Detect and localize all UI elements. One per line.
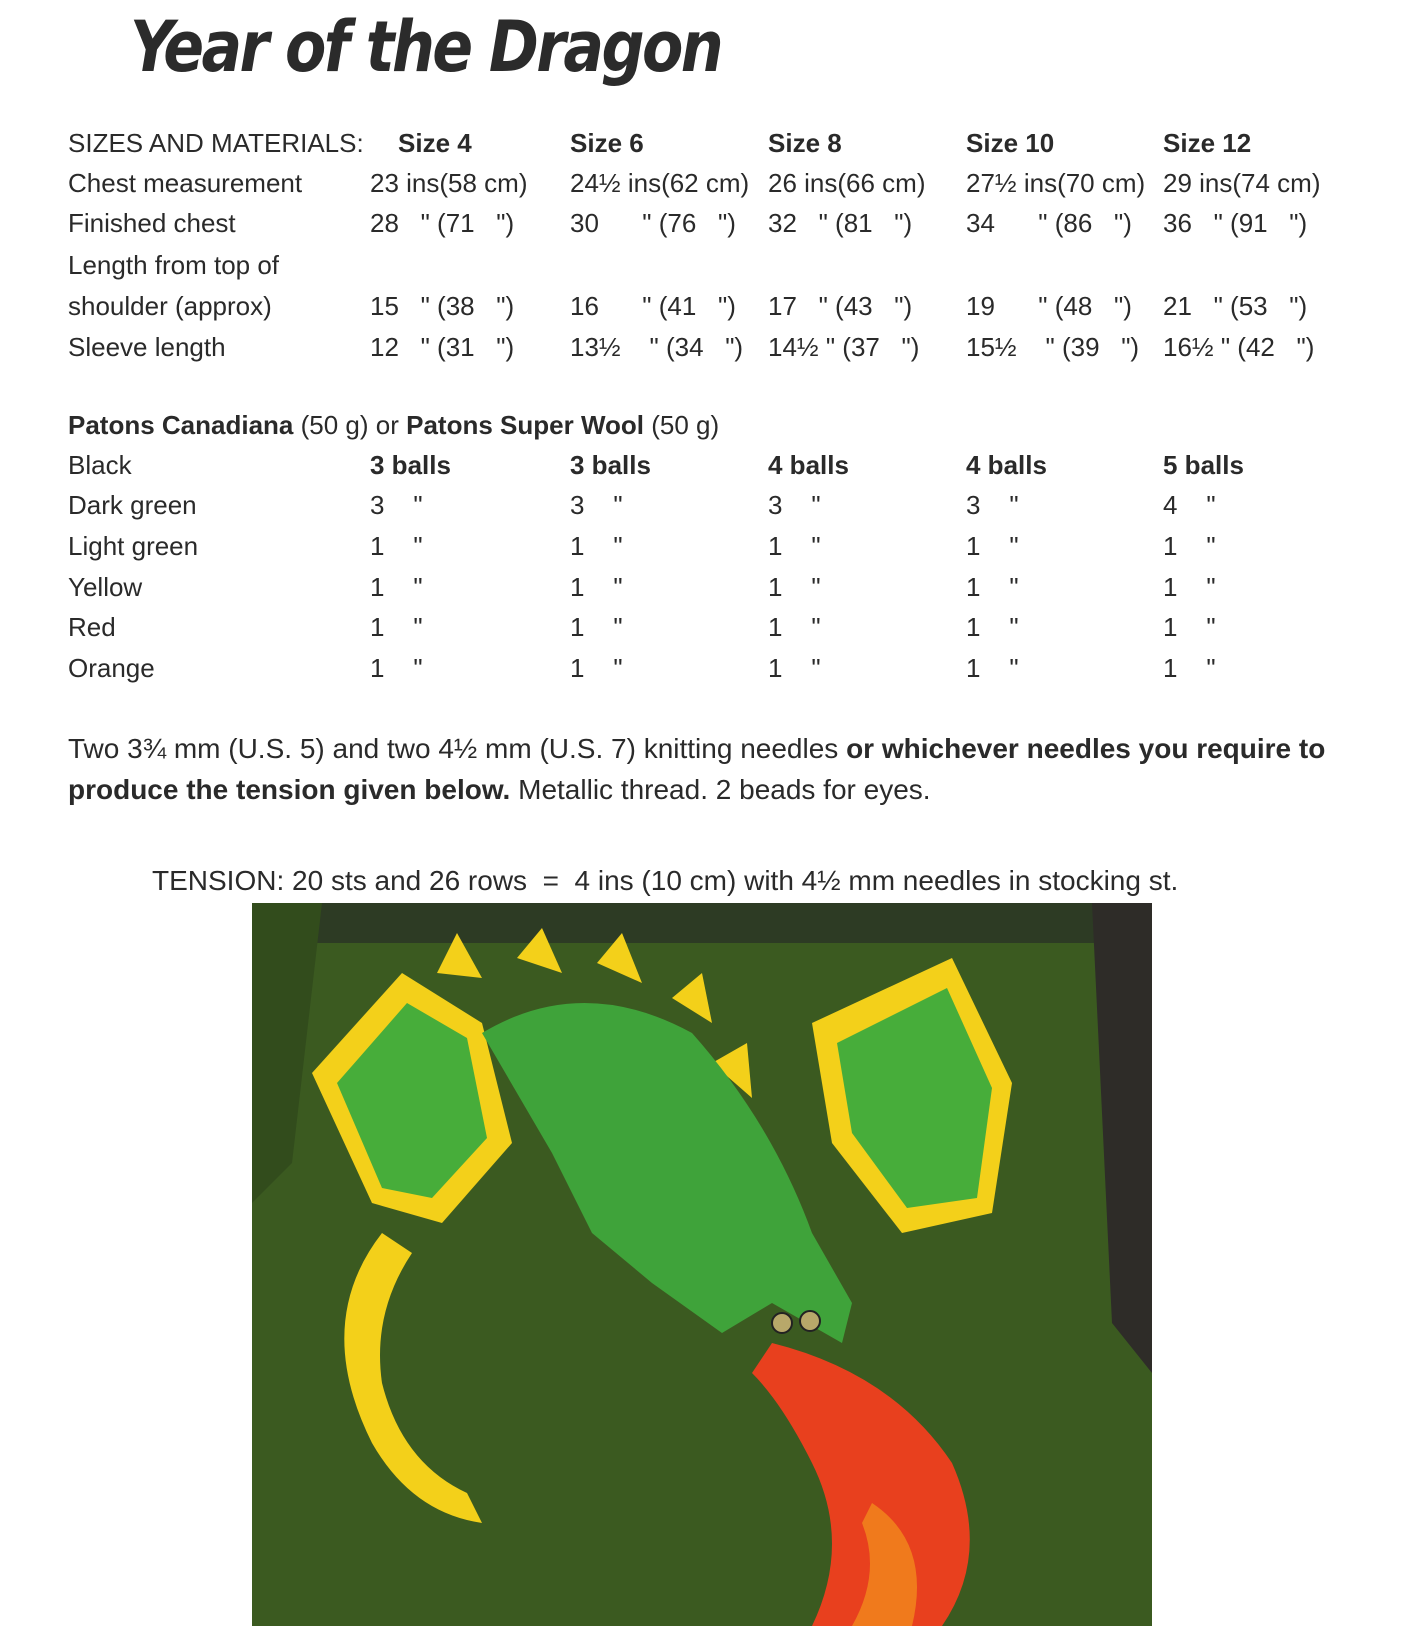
size-row-value: 32 " (81 ") bbox=[768, 208, 913, 238]
size-row-label: Chest measurement bbox=[68, 168, 303, 198]
yarn-quantity: 3 balls bbox=[570, 450, 651, 480]
size-row-value: 26 ins(66 cm) bbox=[768, 168, 926, 198]
size-row-value: 15½ " (39 ") bbox=[966, 332, 1140, 362]
needles-bold-text: or whichever needles you require to produce the tension given below. bbox=[68, 733, 1326, 805]
size-row-label: Sleeve length bbox=[68, 332, 226, 362]
yarn-quantity: 1 " bbox=[768, 531, 821, 561]
yarn-quantity: 1 " bbox=[768, 572, 821, 602]
yarn-heading-part: (50 g) or bbox=[293, 410, 407, 440]
yarn-color-label: Dark green bbox=[68, 490, 197, 520]
yarn-color-label: Black bbox=[68, 450, 132, 480]
yarn-quantity: 1 " bbox=[370, 572, 423, 602]
yarn-quantity: 1 " bbox=[1163, 653, 1216, 683]
yarn-quantity: 4 balls bbox=[768, 450, 849, 480]
yarn-heading bbox=[68, 412, 719, 438]
yarn-quantity: 1 " bbox=[370, 612, 423, 642]
size-row-value: 12 " (31 ") bbox=[370, 332, 515, 362]
yarn-quantity: 1 " bbox=[1163, 572, 1216, 602]
yarn-quantity: 5 balls bbox=[1163, 450, 1244, 480]
size-row-value: 27½ ins(70 cm) bbox=[966, 168, 1146, 198]
yarn-quantity: 1 " bbox=[966, 653, 1019, 683]
size-column-header: Size 10 bbox=[966, 128, 1055, 158]
size-row-value: 16½ " (42 ") bbox=[1163, 332, 1315, 362]
size-row-value: 19 " (48 ") bbox=[966, 291, 1132, 321]
dragon-sweater-photo bbox=[252, 903, 1152, 1626]
size-column-header: Size 12 bbox=[1163, 128, 1252, 158]
needles-paragraph bbox=[68, 728, 1388, 810]
size-row-value: 29 ins(74 cm) bbox=[1163, 168, 1321, 198]
size-row-value: 30 " (76 ") bbox=[570, 208, 736, 238]
size-column-header: Size 6 bbox=[570, 128, 644, 158]
yarn-color-label: Light green bbox=[68, 531, 199, 561]
size-row-value: 16 " (41 ") bbox=[570, 291, 736, 321]
size-row-value: 14½ " (37 ") bbox=[768, 332, 920, 362]
yarn-quantity: 1 " bbox=[570, 531, 623, 561]
tension-line: TENSION: 20 sts and 26 rows = 4 ins (10 cm) with 4½ mm needles in stocking st. bbox=[152, 865, 1179, 896]
size-row-value: 17 " (43 ") bbox=[768, 291, 913, 321]
yarn-heading-part: Patons Super Wool bbox=[406, 410, 644, 440]
size-row-value: 21 " (53 ") bbox=[1163, 291, 1308, 321]
yarn-quantity: 1 " bbox=[1163, 531, 1216, 561]
size-row-value: 13½ " (34 ") bbox=[570, 332, 744, 362]
size-row-value: 28 " (71 ") bbox=[370, 208, 515, 238]
yarn-heading-part: (50 g) bbox=[644, 410, 720, 440]
yarn-quantity: 1 " bbox=[370, 653, 423, 683]
yarn-color-label: Orange bbox=[68, 653, 155, 683]
yarn-color-label: Yellow bbox=[68, 572, 143, 602]
yarn-quantity: 1 " bbox=[1163, 612, 1216, 642]
yarn-color-label: Red bbox=[68, 612, 116, 642]
yarn-quantity: 1 " bbox=[966, 612, 1019, 642]
yarn-quantity: 4 " bbox=[1163, 490, 1216, 520]
size-row-label: Finished chest bbox=[68, 208, 236, 238]
yarn-quantity: 1 " bbox=[768, 653, 821, 683]
size-row-value: 15 " (38 ") bbox=[370, 291, 515, 321]
yarn-quantity: 4 balls bbox=[966, 450, 1047, 480]
yarn-quantity: 1 " bbox=[570, 653, 623, 683]
yarn-quantity: 1 " bbox=[768, 612, 821, 642]
sizes-heading: SIZES AND MATERIALS: bbox=[68, 128, 364, 158]
size-column-header: Size 4 bbox=[398, 128, 472, 158]
size-row-value: 34 " (86 ") bbox=[966, 208, 1132, 238]
yarn-quantity: 3 " bbox=[370, 490, 423, 520]
needles-tail-text: Metallic thread. 2 beads for eyes. bbox=[510, 774, 931, 805]
yarn-quantity: 3 " bbox=[768, 490, 821, 520]
yarn-quantity: 3 " bbox=[570, 490, 623, 520]
size-row-value: 23 ins(58 cm) bbox=[370, 168, 528, 198]
needles-text: Two 3¾ mm (U.S. 5) and two 4½ mm (U.S. 7) knitting needles bbox=[68, 733, 847, 764]
dragon-sweater-illustration bbox=[252, 903, 1152, 1626]
yarn-quantity: 3 " bbox=[966, 490, 1019, 520]
yarn-quantity: 1 " bbox=[570, 612, 623, 642]
yarn-quantity: 1 " bbox=[570, 572, 623, 602]
page-title: Year of the Dragon bbox=[130, 6, 722, 88]
size-row-value: 36 " (91 ") bbox=[1163, 208, 1308, 238]
size-row-label: Length from top of bbox=[68, 250, 280, 280]
yarn-quantity: 3 balls bbox=[370, 450, 451, 480]
size-row-value: 24½ ins(62 cm) bbox=[570, 168, 750, 198]
yarn-quantity: 1 " bbox=[370, 531, 423, 561]
size-row-label: shoulder (approx) bbox=[68, 291, 272, 321]
yarn-quantity: 1 " bbox=[966, 572, 1019, 602]
size-column-header: Size 8 bbox=[768, 128, 842, 158]
yarn-quantity: 1 " bbox=[966, 531, 1019, 561]
yarn-heading-part: Patons Canadiana bbox=[68, 410, 294, 440]
